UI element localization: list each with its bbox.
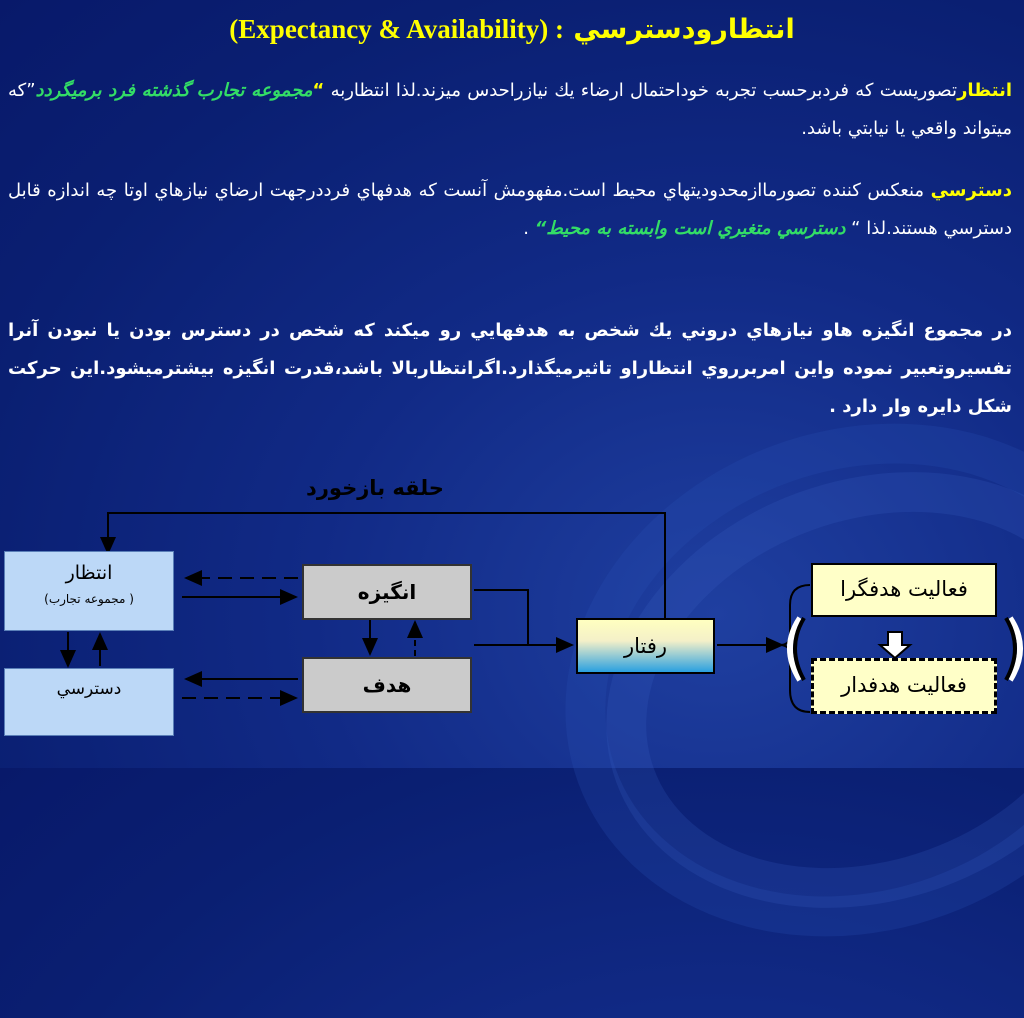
expectancy-label: انتظار	[65, 562, 113, 584]
behavior-box	[576, 618, 715, 674]
goal-activity-label: فعاليت هدفدار	[841, 673, 967, 697]
arrow-motivation-to-behavior	[474, 590, 572, 645]
title-english: (Expectancy & Availability) :	[229, 14, 565, 44]
motivation-label: انگيزه	[357, 580, 417, 604]
goal-directed-activity-box	[811, 563, 997, 617]
term-availability: دسترسي	[930, 180, 1012, 201]
paragraph-text: ”كه ميتواند واقعي يا نيابتي باشد.	[8, 80, 1012, 139]
paragraph-text: در مجموع انگيزه هاو نيازهاي دروني يك شخص به هدفهايي رو ميكند كه شخص در دسترس بودن يا نبودن آنرا تفسيروتعبير نموده واين امربرروي انتظاراو تاثيرميگذارد.اگرانتظاربالا باشد،قدرت انگيزه بيشترميشود.اين حركت شكل دايره وار دارد .	[8, 320, 1012, 417]
expectancy-box	[4, 551, 174, 631]
paragraph-text: منعكس كننده تصورمااز‌محدوديتهاي محيط است.مفهومش آنست كه هدفهاي فرددرجهت ارضاي نيازهاي اوتا چه اندازه قابل دسترسي هستند.لذا “	[8, 180, 1012, 239]
goal-label: هدف	[362, 673, 412, 697]
quote-availability: دسترسي متغيري است وابسته به محيط“	[534, 218, 846, 239]
title-persian: انتظارودسترسي	[573, 14, 795, 45]
availability-box	[4, 668, 174, 736]
goal-activity-box	[811, 658, 997, 714]
paragraph-text: تصوريست كه فردبرحسب تجربه خوداحتمال ارضاء يك نيازراحدس ميزند.لذا انتظاربه	[324, 80, 958, 101]
quote-mark: “	[312, 80, 325, 101]
feedback-loop-label: حلقه بازخورد	[306, 476, 444, 500]
motivation-box	[302, 564, 472, 620]
paragraph-text: .	[523, 218, 535, 239]
goal-box	[302, 657, 472, 713]
down-arrow-icon	[880, 632, 910, 658]
behavior-label: رفتار	[623, 634, 668, 658]
term-expectancy: انتظار	[957, 80, 1012, 101]
expectancy-sublabel: (مجموعه تجارب )	[44, 592, 134, 606]
goal-directed-activity-label: فعاليت هدفگرا	[840, 577, 968, 601]
availability-label: دسترسي	[56, 679, 122, 699]
quote-expectancy: مجموعه تجارب گذشته فرد برميگردد	[35, 80, 313, 101]
